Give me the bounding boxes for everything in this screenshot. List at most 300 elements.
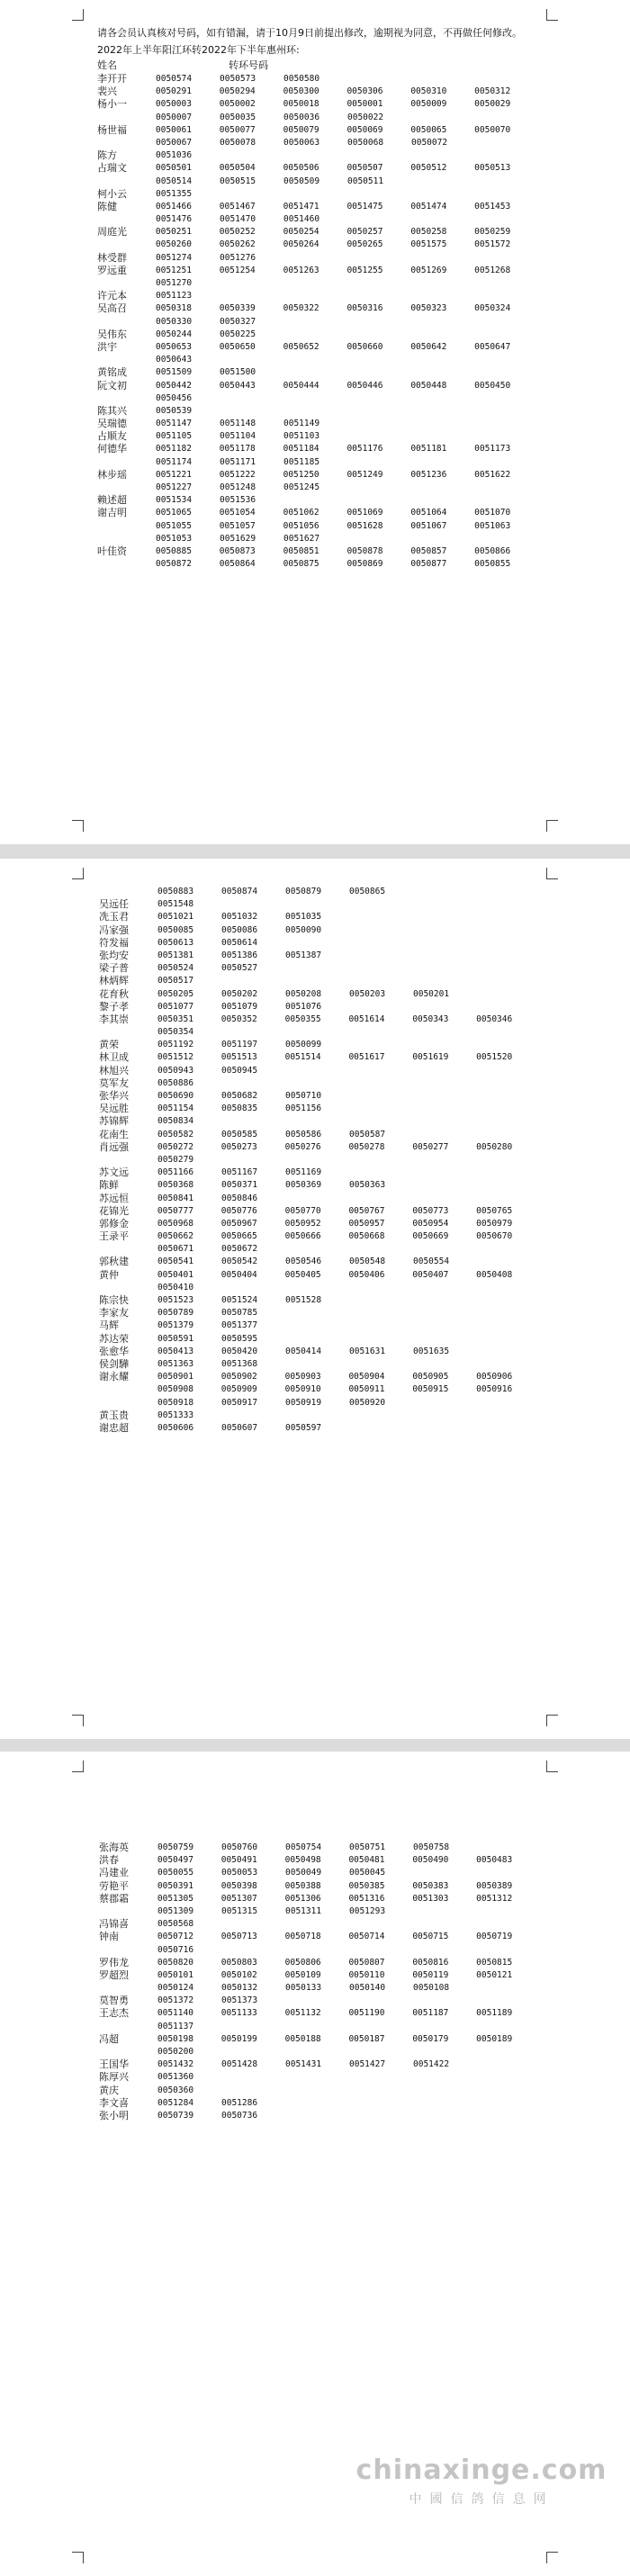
- table-row: [99, 1346, 540, 1358]
- member-name: 肖远强: [99, 1140, 129, 1153]
- ring-code: 0050957: [348, 1218, 385, 1229]
- ring-code: 0051631: [349, 1346, 386, 1356]
- member-name: 黎子孝: [99, 1000, 129, 1013]
- table-row: [99, 2058, 540, 2071]
- ring-code: 0050682: [221, 1091, 258, 1101]
- table-row: [99, 975, 540, 987]
- member-name: [97, 520, 156, 533]
- member-name: 林卫成: [99, 1051, 129, 1064]
- table-row: [99, 950, 540, 962]
- table-row: [97, 98, 538, 111]
- ring-code: 0051619: [412, 1052, 449, 1063]
- section-title: 2022年上半年阳江环转2022年下半年惠州环:: [97, 44, 300, 56]
- ring-code: 0050035: [220, 112, 256, 122]
- ring-code: 0050225: [220, 329, 256, 339]
- ring-code: 0050835: [221, 1103, 258, 1114]
- ring-code: 0050954: [412, 1218, 449, 1229]
- ring-code: 0051255: [346, 265, 383, 275]
- member-name: 占顺友: [97, 430, 127, 443]
- table-row: [97, 124, 538, 137]
- ring-code: 0050280: [476, 1141, 513, 1152]
- member-name: [99, 2046, 158, 2058]
- ring-code: 0050513: [474, 163, 511, 174]
- ring-code: 0050916: [476, 1384, 513, 1395]
- ring-code: 0051185: [284, 456, 320, 467]
- ring-code: 0050666: [284, 1231, 321, 1242]
- table-row: [97, 226, 538, 239]
- ring-code: 0050803: [220, 1957, 257, 1968]
- ring-code: 0051460: [284, 214, 320, 225]
- ring-code: 0050442: [155, 380, 192, 391]
- ring-code: 0050506: [283, 163, 320, 174]
- ring-code: 0050765: [476, 1205, 513, 1216]
- table-row: [99, 1358, 540, 1371]
- table-row: [97, 265, 538, 277]
- ring-code: 0050851: [283, 545, 320, 556]
- ring-code: 0050068: [347, 137, 384, 148]
- member-name: 陈方: [97, 149, 117, 162]
- table-row: [97, 558, 538, 571]
- ring-code: 0050179: [412, 2033, 449, 2044]
- ring-code: 0050306: [346, 86, 383, 97]
- ring-code: 0051575: [410, 239, 447, 250]
- ring-code: 0050846: [221, 1193, 258, 1203]
- ring-code: 0051184: [283, 444, 320, 455]
- member-name: [99, 886, 158, 898]
- ring-code: 0050077: [219, 124, 256, 135]
- ring-code: 0050355: [284, 1013, 321, 1024]
- ring-code: 0050643: [156, 355, 193, 365]
- ring-code: 0050490: [412, 1855, 449, 1866]
- ring-code: 0051513: [220, 1052, 257, 1063]
- crop-mark: [546, 820, 558, 832]
- ring-code: 0050497: [157, 1855, 194, 1866]
- member-name: [99, 1944, 158, 1957]
- ring-code: 0050573: [220, 74, 256, 84]
- table-row: [99, 1129, 540, 1141]
- ring-code: 0051627: [284, 533, 320, 544]
- table-row: [99, 1026, 540, 1039]
- ring-code: 0050834: [158, 1116, 194, 1127]
- ring-code: 0051067: [410, 520, 447, 531]
- member-name: 洪宇: [97, 340, 117, 353]
- ring-code: 0051148: [220, 419, 256, 429]
- table-row: [99, 1982, 540, 1995]
- table-row: [97, 469, 538, 482]
- member-name: 林炳辉: [99, 975, 129, 987]
- ring-code: 0051249: [346, 469, 383, 480]
- ring-code: 0050587: [349, 1129, 386, 1139]
- ring-code: 0051169: [285, 1167, 322, 1178]
- ring-code: 0051548: [158, 899, 194, 910]
- ring-code: 0050007: [156, 112, 193, 122]
- table-row: [99, 2046, 540, 2058]
- member-name: 冼玉君: [99, 911, 129, 923]
- ring-code: 0050710: [285, 1091, 322, 1101]
- ring-table-page-3: [99, 1842, 540, 2122]
- ring-code: 0051536: [220, 495, 256, 506]
- table-row: [99, 1995, 540, 2007]
- ring-code: 0051156: [285, 1103, 322, 1114]
- table-row: [97, 239, 538, 251]
- ring-code: 0050124: [158, 1983, 194, 1994]
- member-name: [97, 558, 156, 571]
- table-row: [99, 1090, 540, 1103]
- ring-code: 0050906: [476, 1372, 513, 1383]
- ring-code: 0050597: [285, 1422, 322, 1433]
- ring-code: 0051173: [474, 444, 511, 455]
- ring-code: 0051176: [346, 444, 383, 455]
- ring-code: 0051635: [413, 1346, 450, 1356]
- ring-code: 0050504: [219, 163, 256, 174]
- table-row: [97, 176, 538, 188]
- table-row: [99, 1218, 540, 1230]
- ring-code: 0051284: [158, 2097, 194, 2108]
- table-row: [97, 73, 538, 86]
- member-name: [97, 482, 156, 494]
- ring-code: 0050036: [284, 112, 320, 122]
- ring-code: 0050414: [285, 1346, 322, 1356]
- ring-code: 0050079: [283, 124, 320, 135]
- ring-code: 0051077: [158, 1001, 194, 1012]
- ring-code: 0050874: [221, 887, 258, 896]
- ring-code: 0050189: [476, 2033, 513, 2044]
- member-name: 林受群: [97, 251, 127, 264]
- ring-code: 0050343: [412, 1013, 449, 1024]
- table-row: [97, 213, 538, 226]
- member-name: 赖述超: [97, 494, 127, 507]
- member-name: 莫军友: [99, 1076, 129, 1089]
- ring-code: 0050719: [476, 1932, 513, 1942]
- ring-code: 0050108: [413, 1983, 450, 1994]
- ring-code: 0050662: [157, 1231, 194, 1242]
- ring-code: 0050642: [410, 341, 447, 352]
- table-row: [99, 1282, 540, 1294]
- member-name: 黄玉贵: [99, 1409, 129, 1421]
- table-row: [99, 1867, 540, 1879]
- ring-code: 0050055: [158, 1868, 194, 1878]
- ring-code: 0051306: [284, 1893, 321, 1904]
- ring-code: 0051189: [476, 2008, 513, 2019]
- member-name: 黄仲: [99, 1268, 119, 1281]
- crop-mark: [546, 1761, 558, 1772]
- ring-code: 0051064: [410, 508, 447, 518]
- ring-code: 0050574: [156, 74, 193, 84]
- ring-code: 0050327: [220, 316, 256, 327]
- ring-code: 0050595: [221, 1333, 258, 1344]
- member-name: 侯剑驊: [99, 1357, 129, 1370]
- ring-code: 0051622: [474, 469, 511, 480]
- ring-code: 0050420: [221, 1346, 258, 1356]
- ring-code: 0050515: [220, 176, 256, 186]
- member-name: [97, 456, 156, 469]
- member-name: 黄铭成: [97, 366, 127, 379]
- ring-code: 0050855: [474, 559, 511, 570]
- ring-code: 0050085: [158, 924, 194, 935]
- ring-code: 0051105: [156, 431, 193, 442]
- ring-code: 0051227: [156, 482, 193, 492]
- ring-code: 0050770: [284, 1205, 321, 1216]
- member-name: 李文喜: [99, 2096, 129, 2109]
- table-row: [97, 545, 538, 558]
- ring-code: 0050018: [283, 99, 320, 110]
- member-name: [97, 392, 156, 405]
- member-name: 马辉: [99, 1320, 119, 1332]
- ring-code: 0050278: [348, 1141, 385, 1152]
- table-row: [97, 354, 538, 366]
- member-name: [99, 1154, 158, 1166]
- table-row: [97, 86, 538, 98]
- ring-code: 0050262: [219, 239, 256, 250]
- ring-code: 0050607: [221, 1422, 258, 1433]
- ring-code: 0051303: [412, 1893, 449, 1904]
- ring-code: 0050919: [285, 1397, 322, 1408]
- table-row: [97, 456, 538, 469]
- ring-code: 0051178: [219, 444, 256, 455]
- ring-code: 0051629: [220, 533, 256, 544]
- ring-code: 0050252: [219, 227, 256, 238]
- ring-code: 0050009: [410, 99, 447, 110]
- ring-code: 0050022: [347, 112, 384, 122]
- table-row: [99, 962, 540, 975]
- ring-code: 0050300: [283, 86, 320, 97]
- ring-code: 0050911: [348, 1384, 385, 1395]
- ring-code: 0051021: [158, 912, 194, 923]
- ring-code: 0050918: [158, 1397, 194, 1408]
- ring-code: 0050323: [410, 303, 447, 314]
- member-name: 苏文远: [99, 1166, 129, 1179]
- ring-code: 0050198: [157, 2033, 194, 2044]
- ring-code: 0050383: [412, 1880, 449, 1891]
- ring-code: 0051065: [155, 508, 192, 518]
- ring-code: 0051427: [349, 2059, 386, 2070]
- ring-code: 0050751: [349, 1842, 386, 1852]
- ring-code: 0050029: [474, 99, 511, 110]
- ring-code: 0050908: [157, 1384, 194, 1395]
- table-row: [99, 1371, 540, 1383]
- ring-code: 0050188: [284, 2033, 321, 2044]
- table-row: [97, 520, 538, 533]
- ring-code: 0051103: [284, 431, 320, 442]
- ring-code: 0050901: [157, 1372, 194, 1383]
- ring-code: 0051270: [156, 278, 193, 288]
- table-row: [97, 137, 538, 149]
- ring-code: 0051166: [158, 1167, 194, 1178]
- ring-code: 0050542: [221, 1256, 258, 1267]
- ring-code: 0051133: [220, 2008, 257, 2019]
- crop-mark: [72, 1715, 84, 1726]
- ring-code: 0050501: [155, 163, 192, 174]
- crop-mark: [72, 1761, 84, 1772]
- ring-code: 0050857: [410, 545, 447, 556]
- member-name: 李家友: [99, 1307, 129, 1320]
- ring-code: 0050187: [348, 2033, 385, 2044]
- ring-code: 0050450: [474, 380, 511, 391]
- table-row: [99, 1269, 540, 1282]
- ring-code: 0050580: [284, 74, 320, 84]
- member-name: 郭秋建: [99, 1256, 129, 1268]
- ring-code: 0050815: [476, 1957, 513, 1968]
- ring-code: 0050065: [410, 124, 447, 135]
- ring-code: 0050119: [412, 1969, 449, 1980]
- member-name: 吴伟东: [97, 328, 127, 340]
- watermark-site-name: 中國信鸽信息网: [409, 2492, 554, 2507]
- ring-code: 0051524: [221, 1295, 258, 1305]
- ring-code: 0050945: [221, 1065, 258, 1076]
- member-name: 陈宗快: [99, 1294, 129, 1306]
- table-row: [99, 1397, 540, 1410]
- ring-code: 0051572: [474, 239, 511, 250]
- ring-code: 0050886: [158, 1077, 194, 1088]
- member-name: 蔡郡霜: [99, 1892, 129, 1905]
- ring-code: 0051076: [285, 1001, 322, 1012]
- ring-code: 0050385: [348, 1880, 385, 1891]
- ring-code: 0050548: [349, 1256, 386, 1267]
- ring-table-page-2: [99, 886, 540, 1435]
- ring-code: 0050404: [220, 1269, 257, 1280]
- member-name: 张均安: [99, 949, 129, 961]
- ring-code: 0051276: [220, 252, 256, 263]
- table-row: [97, 302, 538, 315]
- ring-code: 0050943: [158, 1065, 194, 1076]
- table-row: [97, 277, 538, 290]
- ring-code: 0050653: [155, 341, 192, 352]
- member-name: 王国华: [99, 2058, 129, 2071]
- ring-code: 0051293: [349, 1905, 386, 1916]
- ring-code: 0051372: [158, 1995, 194, 2006]
- document-page-1: [0, 0, 630, 844]
- ring-code: 0051055: [155, 520, 192, 531]
- ring-code: 0050203: [349, 988, 386, 999]
- table-row: [99, 1115, 540, 1128]
- table-row: [99, 1905, 540, 1918]
- ring-code: 0051387: [285, 950, 322, 960]
- table-row: [99, 1893, 540, 1905]
- member-name: 张华兴: [99, 1090, 129, 1102]
- member-name: 莫智勇: [99, 1995, 129, 2007]
- ring-code: 0051032: [221, 912, 258, 923]
- ring-code: 0050099: [285, 1040, 322, 1050]
- table-row: [99, 1422, 540, 1435]
- table-row: [99, 2110, 540, 2122]
- ring-code: 0050967: [220, 1218, 257, 1229]
- member-name: 杨世福: [97, 123, 127, 136]
- ring-code: 0051263: [283, 265, 320, 275]
- member-name: 谢永耀: [99, 1371, 129, 1383]
- ring-code: 0050873: [219, 545, 256, 556]
- member-name: 占瑞文: [97, 162, 127, 175]
- ring-code: 0050671: [158, 1244, 194, 1255]
- ring-code: 0050389: [476, 1880, 513, 1891]
- ring-code: 0050121: [476, 1969, 513, 1980]
- ring-code: 0051475: [346, 201, 383, 212]
- ring-code: 0050090: [285, 924, 322, 935]
- ring-code: 0051528: [285, 1295, 322, 1305]
- ring-code: 0050773: [412, 1205, 449, 1216]
- table-row: [97, 329, 538, 341]
- ring-code: 0050968: [157, 1218, 194, 1229]
- ring-code: 0051053: [156, 533, 193, 544]
- member-name: 张小明: [99, 2109, 129, 2121]
- ring-code: 0050363: [349, 1180, 386, 1191]
- ring-code: 0051132: [284, 2008, 321, 2019]
- table-row: [99, 1193, 540, 1205]
- member-name: [97, 533, 156, 545]
- member-name: 柯小云: [97, 187, 127, 200]
- table-row: [97, 366, 538, 379]
- member-name: 杨小一: [97, 98, 127, 111]
- header-name: 姓名: [97, 59, 117, 71]
- member-name: 吴瑞德: [97, 418, 127, 430]
- ring-code: 0051221: [155, 469, 192, 480]
- ring-code: 0050668: [348, 1231, 385, 1242]
- member-name: 吴高召: [97, 302, 127, 315]
- ring-code: 0050952: [284, 1218, 321, 1229]
- member-name: [97, 277, 156, 290]
- member-name: [97, 354, 156, 366]
- ring-code: 0050446: [346, 380, 383, 391]
- member-name: 林步瑶: [97, 468, 127, 481]
- table-row: [97, 494, 538, 507]
- member-name: [97, 112, 156, 124]
- member-name: [97, 239, 156, 251]
- ring-code: 0050260: [155, 239, 192, 250]
- member-name: 裴兴: [97, 86, 117, 98]
- member-name: [99, 1982, 158, 1995]
- member-name: 罗伟龙: [99, 1956, 129, 1968]
- ring-code: 0050879: [285, 887, 322, 896]
- ring-code: 0050869: [346, 559, 383, 570]
- ring-code: 0051467: [219, 201, 256, 212]
- ring-code: 0050408: [476, 1269, 513, 1280]
- table-row: [97, 418, 538, 430]
- ring-code: 0050541: [158, 1256, 194, 1267]
- ring-code: 0050883: [158, 887, 194, 896]
- ring-code: 0050875: [283, 559, 320, 570]
- table-row: [99, 2097, 540, 2110]
- ring-code: 0051187: [412, 2008, 449, 2019]
- table-row: [99, 1307, 540, 1320]
- ring-code: 0051054: [219, 508, 256, 518]
- ring-code: 0050885: [155, 545, 192, 556]
- table-row: [99, 2085, 540, 2097]
- ring-code: 0050902: [220, 1372, 257, 1383]
- table-row: [99, 1410, 540, 1422]
- ring-code: 0050915: [412, 1384, 449, 1395]
- ring-code: 0050265: [346, 239, 383, 250]
- table-row: [99, 2007, 540, 2020]
- ring-code: 0051523: [158, 1295, 194, 1305]
- ring-code: 0050049: [285, 1868, 322, 1878]
- ring-code: 0050406: [348, 1269, 385, 1280]
- table-row: [97, 533, 538, 545]
- ring-code: 0051363: [158, 1358, 194, 1369]
- member-name: 谢吉明: [97, 507, 127, 519]
- table-row: [99, 2033, 540, 2046]
- crop-mark: [546, 1715, 558, 1726]
- ring-code: 0051137: [158, 2021, 194, 2031]
- ring-code: 0050866: [474, 545, 511, 556]
- ring-code: 0050917: [221, 1397, 258, 1408]
- ring-code: 0051274: [156, 252, 193, 263]
- ring-code: 0050264: [283, 239, 320, 250]
- ring-code: 0051248: [220, 482, 256, 492]
- ring-code: 0051154: [158, 1103, 194, 1114]
- ring-code: 0050517: [158, 976, 194, 986]
- ring-code: 0050647: [474, 341, 511, 352]
- member-name: 陈鲜: [99, 1179, 119, 1192]
- member-name: 吴远胜: [99, 1103, 129, 1115]
